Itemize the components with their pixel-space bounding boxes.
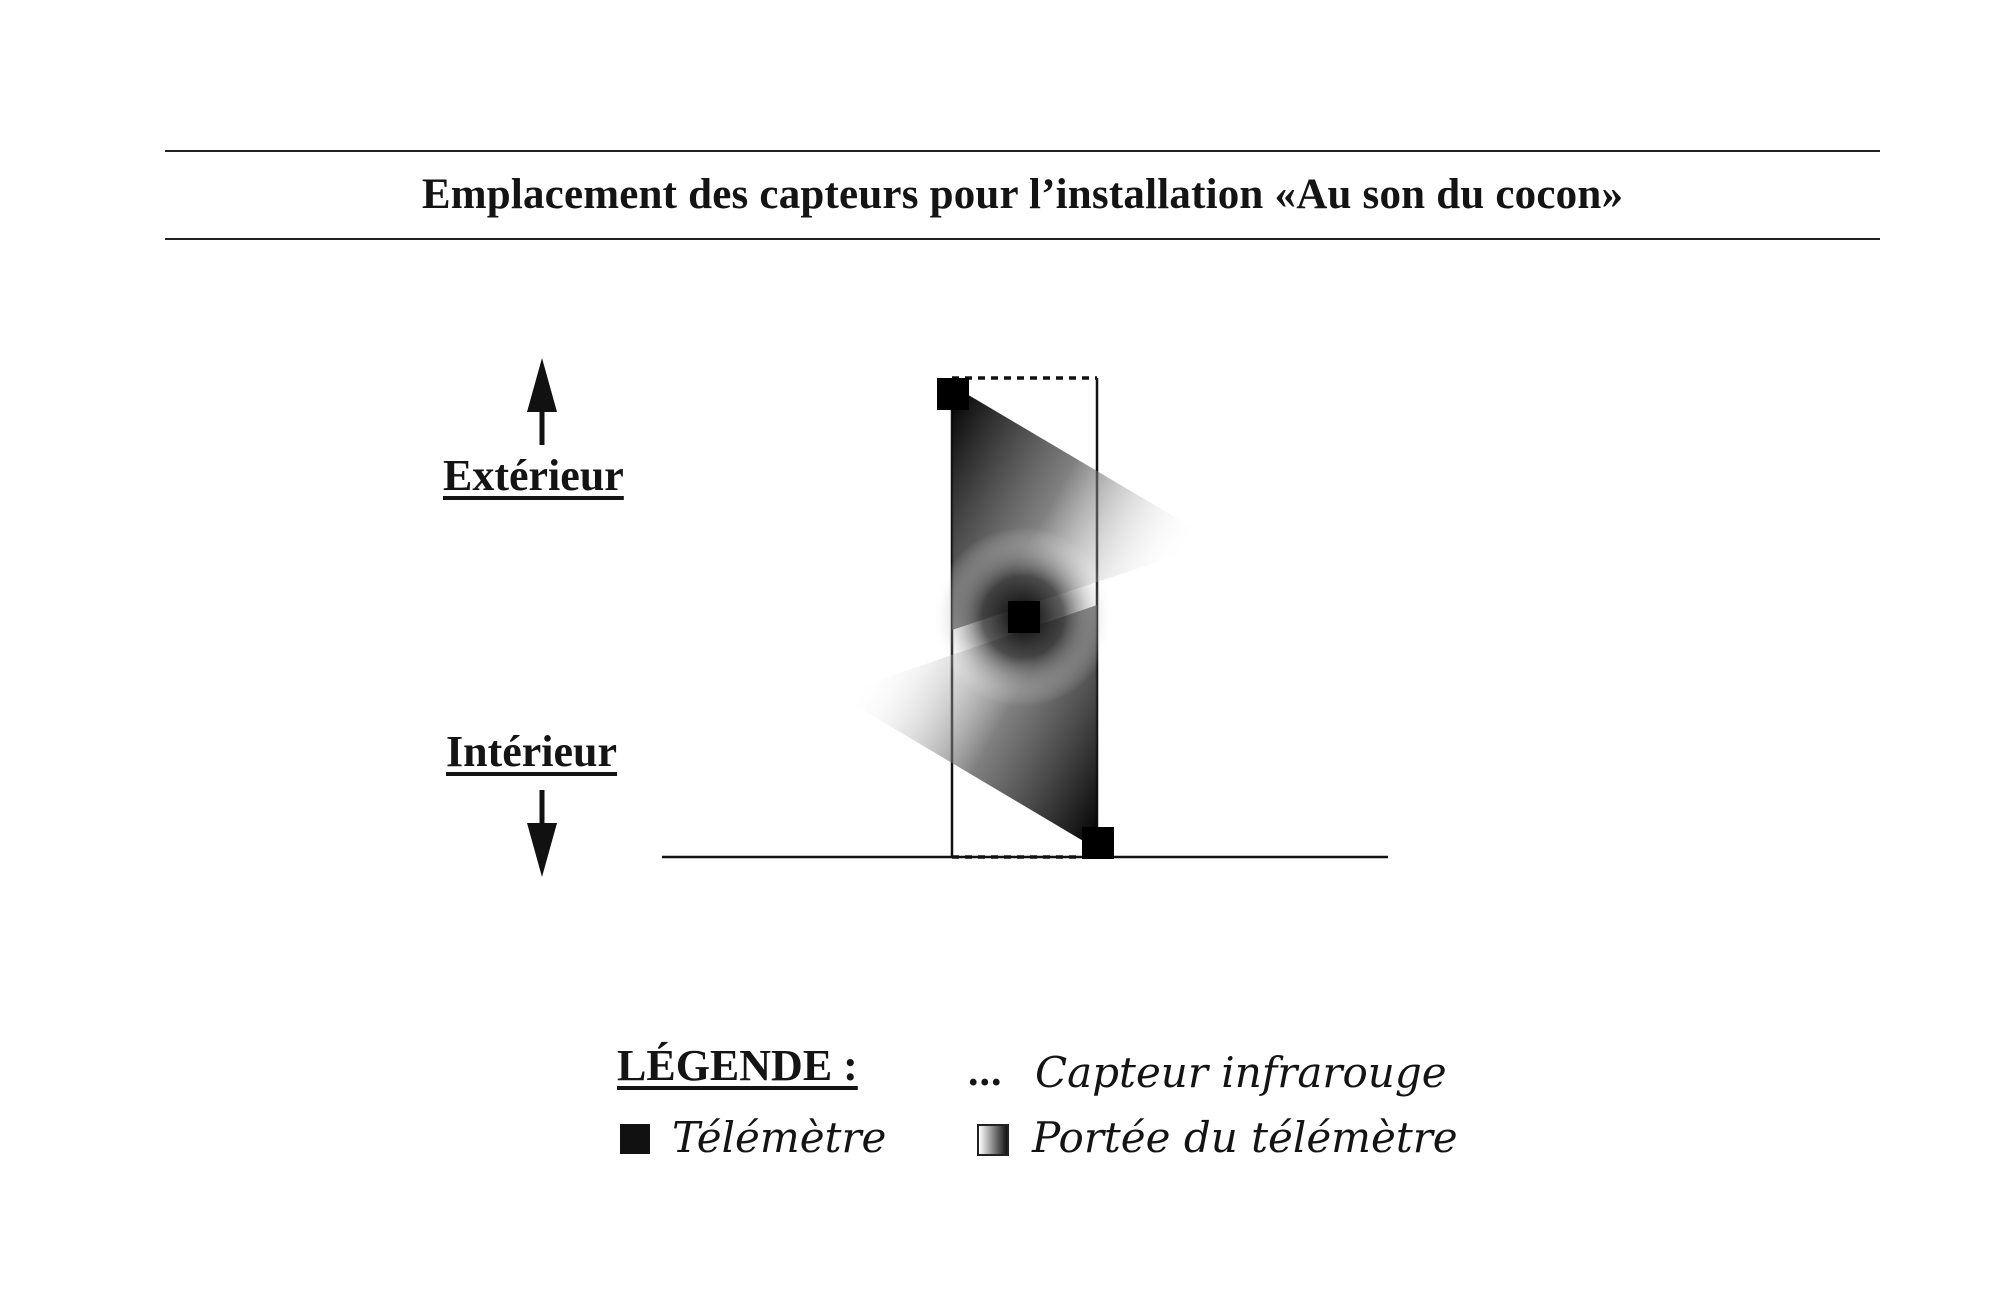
interior-label: Intérieur (446, 727, 618, 776)
exterior-arrow-icon (527, 358, 557, 412)
exterior-label: Extérieur (443, 451, 624, 500)
rangefinder-sensor-top (937, 378, 969, 410)
legend-range-label: Portée du télémètre (1032, 1113, 1458, 1162)
legend-infrared-label: Capteur infrarouge (1035, 1048, 1447, 1097)
legend-rangefinder-label: Télémètre (672, 1113, 887, 1162)
range-swatch-icon (977, 1124, 1009, 1156)
infrared-legend-marker: ... (968, 1049, 1003, 1095)
rangefinder-sensor-bottom (1082, 827, 1114, 859)
interior-arrow-icon (527, 823, 557, 877)
rangefinder-swatch-icon (620, 1124, 650, 1154)
legend-heading: LÉGENDE : (617, 1041, 858, 1090)
rangefinder-sensor-center (1008, 601, 1040, 633)
page-title: Emplacement des capteurs pour l’installation «Au son du cocon» (421, 171, 1624, 218)
